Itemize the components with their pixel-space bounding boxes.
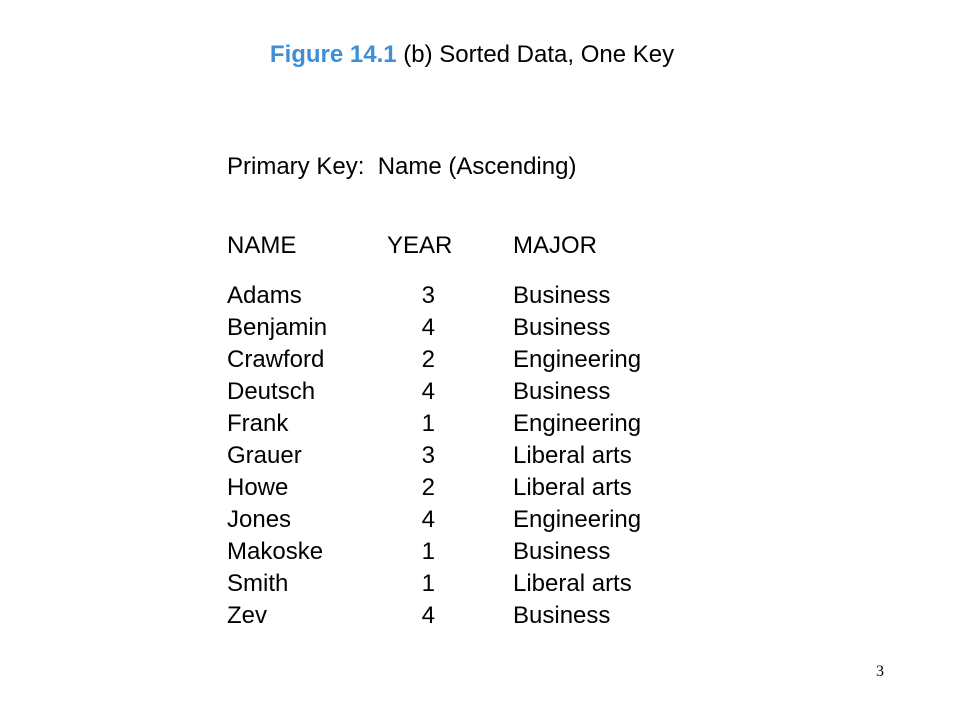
table-row: [0, 312, 960, 344]
cell-year: 3: [421, 282, 435, 309]
header-name: NAME: [227, 232, 297, 259]
cell-year: 4: [421, 506, 435, 533]
cell-year: 4: [421, 602, 435, 629]
header-major: MAJOR: [513, 232, 597, 259]
cell-major: Business: [513, 282, 611, 309]
table-header: [0, 230, 960, 262]
cell-name: Adams: [227, 282, 302, 309]
cell-year: 4: [421, 314, 435, 341]
header-year: YEAR: [387, 232, 453, 259]
cell-year: 1: [421, 410, 435, 437]
figure-caption: (b) Sorted Data, One Key: [403, 41, 675, 68]
primary-key-label: Primary Key: Name (Ascending): [227, 153, 577, 180]
cell-major: Liberal arts: [513, 474, 632, 501]
cell-year: 4: [421, 378, 435, 405]
cell-name: Grauer: [227, 442, 302, 469]
cell-name: Zev: [227, 602, 268, 629]
slide-title: [0, 40, 944, 70]
cell-major: Engineering: [513, 410, 642, 437]
cell-major: Engineering: [513, 506, 642, 533]
cell-name: Smith: [227, 570, 289, 597]
table-row: [0, 504, 960, 536]
cell-name: Howe: [227, 474, 289, 501]
cell-name: Deutsch: [227, 378, 316, 405]
cell-name: Benjamin: [227, 314, 328, 341]
cell-name: Makoske: [227, 538, 324, 565]
cell-name: Jones: [227, 506, 292, 533]
cell-major: Engineering: [513, 346, 642, 373]
table-row: [0, 600, 960, 632]
cell-year: 2: [421, 474, 435, 501]
cell-year: 3: [421, 442, 435, 469]
cell-year: 2: [421, 346, 435, 373]
cell-major: Business: [513, 538, 611, 565]
table-row: [0, 568, 960, 600]
table-row: [0, 280, 960, 312]
table-row: [0, 376, 960, 408]
table-row: [0, 408, 960, 440]
figure-label: Figure 14.1: [269, 41, 397, 68]
cell-name: Frank: [227, 410, 289, 437]
table-row: [0, 536, 960, 568]
cell-major: Business: [513, 314, 611, 341]
table-body: [0, 280, 960, 632]
page-number: 3: [876, 663, 884, 680]
cell-year: 1: [421, 570, 435, 597]
cell-major: Liberal arts: [513, 442, 632, 469]
cell-major: Business: [513, 378, 611, 405]
table-row: [0, 440, 960, 472]
cell-major: Liberal arts: [513, 570, 632, 597]
cell-name: Crawford: [227, 346, 325, 373]
table-row: [0, 344, 960, 376]
table-row: [0, 472, 960, 504]
cell-year: 1: [421, 538, 435, 565]
cell-major: Business: [513, 602, 611, 629]
